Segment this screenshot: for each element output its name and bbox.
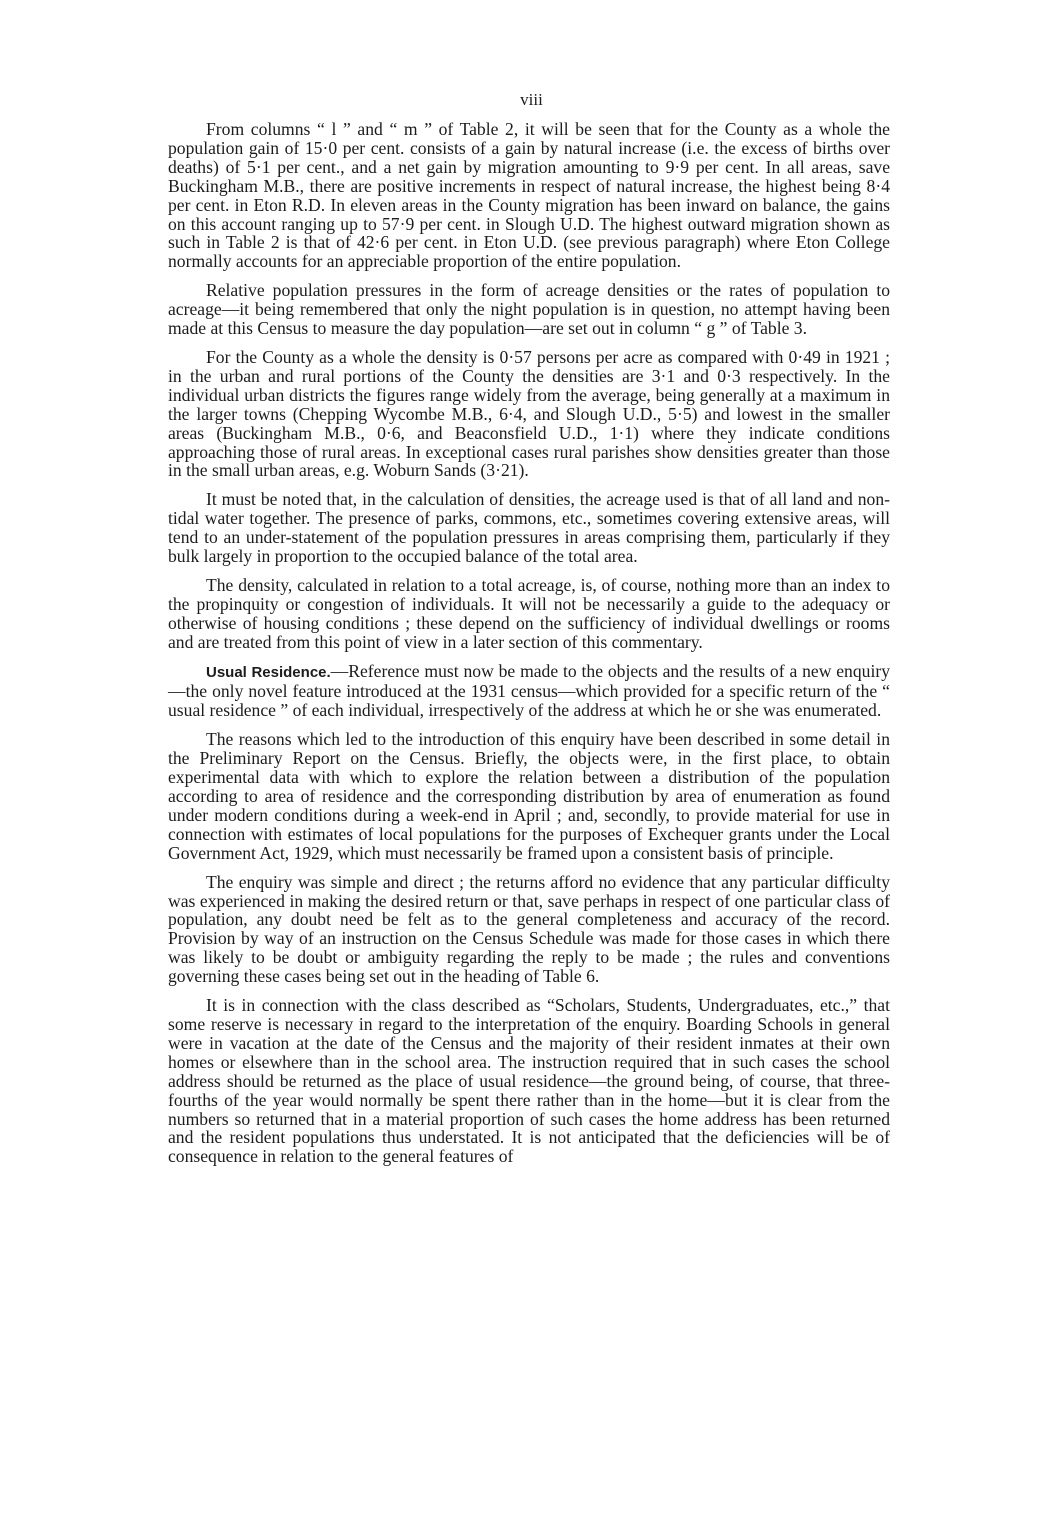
- body-text: [168, 120, 890, 1176]
- paragraph-scholars: It is in connection with the class described as “Scholars, Students, Undergraduates, etc.,” that some reserve is necessary in regard to the interpretation of the enquiry. Boarding Schools in general were in vacation at the date of the Census and the majority of their resident inmates at their own homes or elsewhere than in the school area. The instruction required that in such cases the school address should be returned as the place of usual residence—the ground being, of course, that three-fourths of the year would normally be spent there rather than in the home—but it is clear from the numbers so returned that in a material proportion of such cases the home address has been returned and the resident populations thus understated. It is not anticipated that the deficiencies will be of consequence in relation to the general features of: [168, 995, 890, 1167]
- paragraph-county-density: For the County as a whole the density is 0·57 persons per acre as compared with 0·49 in 1921 ; in the urban and rural portions of the County the densities are 3·1 and 0·3 respectively. In the individual urban districts the figures range widely from the average, being generally at a maximum in the larger towns (Chepping Wycombe M.B., 6·4, and Slough U.D., 5·5) and lowest in the smaller areas (Buckingham M.B., 0·6, and Beaconsfield U.D., 1·1) where they indicate conditions approaching those of rural areas. In exceptional cases rural parishes show densities greater than those in the small urban areas, e.g. Woburn Sands (3·21).: [168, 346, 890, 481]
- paragraph-migration: From columns “ l ” and “ m ” of Table 2, it will be seen that for the County as a whole the population gain of 15·0 per cent. consists of a gain by natural increase (i.e. the excess of births over deaths) of 5·1 per cent., and a net gain by migration amounting to 9·9 per cent. In all areas, save Buckingham M.B., there are positive increments in respect of natural increase, the highest being 8·4 per cent. in Eton R.D. In eleven areas in the County migration has been inward on balance, the gains on this account ranging up to 57·9 per cent. in Slough U.D. The highest outward migration shown as such in Table 2 is that of 42·6 per cent. in Eton U.D. (see previous paragraph) where Eton College normally accounts for an appreciable proportion of the entire population.: [168, 119, 890, 272]
- paragraph-enquiry-reasons: The reasons which led to the introduction of this enquiry have been described in some detail in the Preliminary Report on the Census. Briefly, the objects were, in the first place, to obtain experimental data with which to explore the relation between a distribution of the population according to area of residence and the corresponding distribution by area of enumeration as found under modern conditions during a week-end in April ; and, secondly, to provide material for use in connection with estimates of local populations for the purposes of Exchequer grants under the Local Government Act, 1929, which must necessarily be framed upon a consistent basis of principle.: [168, 729, 890, 863]
- paragraph-population-pressures: Relative population pressures in the form of acreage densities or the rates of population to acreage—it being remembered that only the night population is in question, no attempt having been made at this Census to measure the day population—are set out in column “ g ” of Table 3.: [168, 280, 890, 339]
- paragraph-usual-residence-text: —Reference must now be made to the objects and the results of a new enquiry—the only novel feature introduced at the 1931 census—which provided for a specific return of the “ usual residence ” of each individual, irrespectively of the address at which he or she was enumerated.: [168, 660, 890, 721]
- paragraph-enquiry-simple: The enquiry was simple and direct ; the returns afford no evidence that any particular difficulty was experienced in making the desired return or that, save perhaps in respect of one particular class of population, any doubt need be felt as to the general completeness and accuracy of the record. Provision by way of an instruction on the Census Schedule was made for those cases in which there was likely to be doubt or ambiguity regarding the reply to be made ; the rules and conventions governing these cases being set out in the heading of Table 6.: [168, 871, 890, 987]
- paragraph-acreage-note: It must be noted that, in the calculation of densities, the acreage used is that of all land and non-tidal water together. The presence of parks, commons, etc., sometimes covering extensive areas, will tend to an under-statement of the population pressures in areas comprising them, particularly if they bulk largely in proportion to the occupied balance of the total area.: [168, 489, 890, 567]
- page-number: viii: [520, 90, 543, 109]
- section-heading-usual-residence: Usual Residence.: [206, 663, 331, 681]
- paragraph-usual-residence: [168, 662, 890, 721]
- paragraph-density-index: The density, calculated in relation to a total acreage, is, of course, nothing more than an index to the propinquity or congestion of individuals. It will not be necessarily a guide to the adequacy or otherwise of housing conditions ; these depend on the sufficiency of individual dwellings or rooms and are treated from this point of view in a later section of this commentary.: [168, 574, 890, 652]
